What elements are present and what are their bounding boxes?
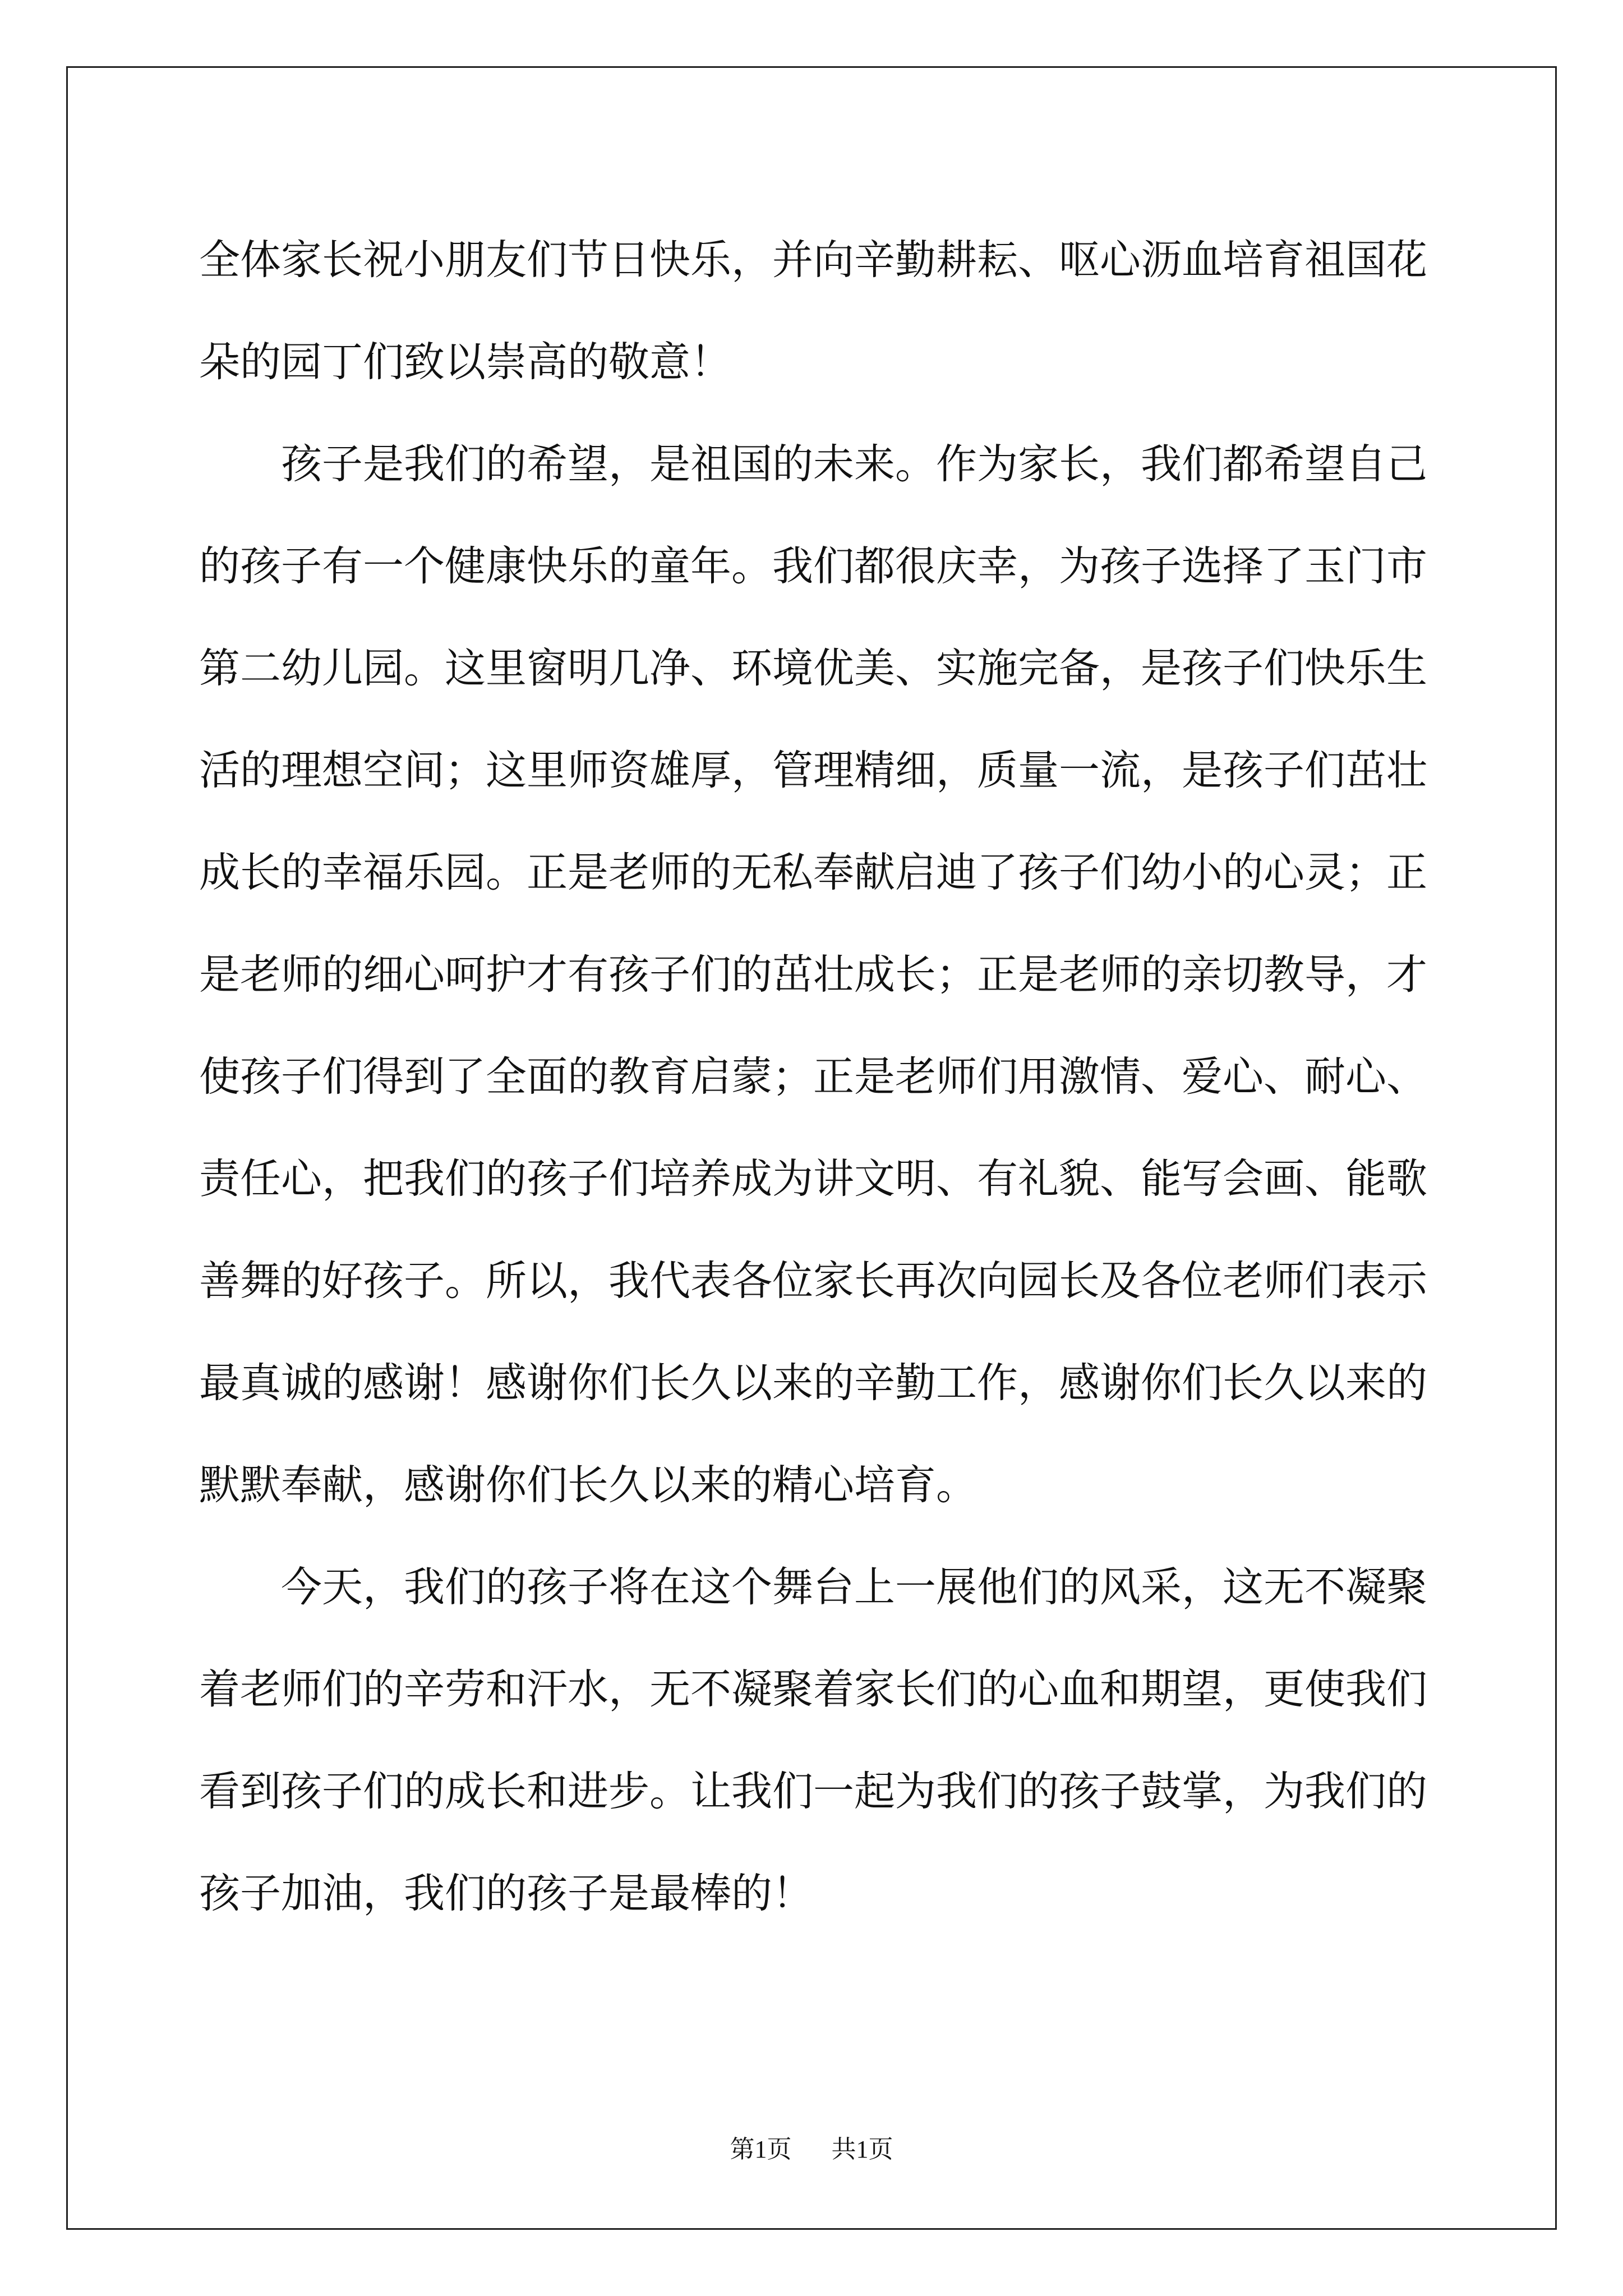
total-pages: 共1页 <box>831 2136 893 2163</box>
page-footer <box>0 2129 1623 2165</box>
paragraph-3: 今天，我们的孩子将在这个舞台上一展他们的风采，这无不凝聚着老师们的辛劳和汗水，无不凝聚着家长们的心血和期望，更使我们看到孩子们的成长和进步。让我们一起为我们的孩子鼓掌，为我们的孩子加油，我们的孩子是最棒的！ <box>199 1563 1427 1917</box>
paragraph-2: 孩子是我们的希望，是祖国的未来。作为家长，我们都希望自己的孩子有一个健康快乐的童年。我们都很庆幸，为孩子选择了玉门市第二幼儿园。这里窗明几净、环境优美、实施完备，是孩子们快乐生活的理想空间；这里师资雄厚，管理精细，质量一流，是孩子们茁壮成长的幸福乐园。正是老师的无私奉献启迪了孩子们幼小的心灵；正是老师的细心呵护才有孩子们的茁壮成长；正是老师的亲切教导，才使孩子们得到了全面的教育启蒙；正是老师们用激情、爱心、耐心、责任心，把我们的孩子们培养成为讲文明、有礼貌、能写会画、能歌善舞的好孩子。所以，我代表各位家长再次向园长及各位老师们表示最真诚的感谢！感谢你们长久以来的辛勤工作，感谢你们长久以来的默默奉献，感谢你们长久以来的精心培育。 <box>199 440 1427 1509</box>
paragraph-1: 全体家长祝小朋友们节日快乐，并向辛勤耕耘、呕心沥血培育祖国花朵的园丁们致以崇高的敬意！ <box>199 236 1427 386</box>
page-number: 第1页 <box>730 2136 792 2163</box>
document-body <box>199 209 1427 1945</box>
